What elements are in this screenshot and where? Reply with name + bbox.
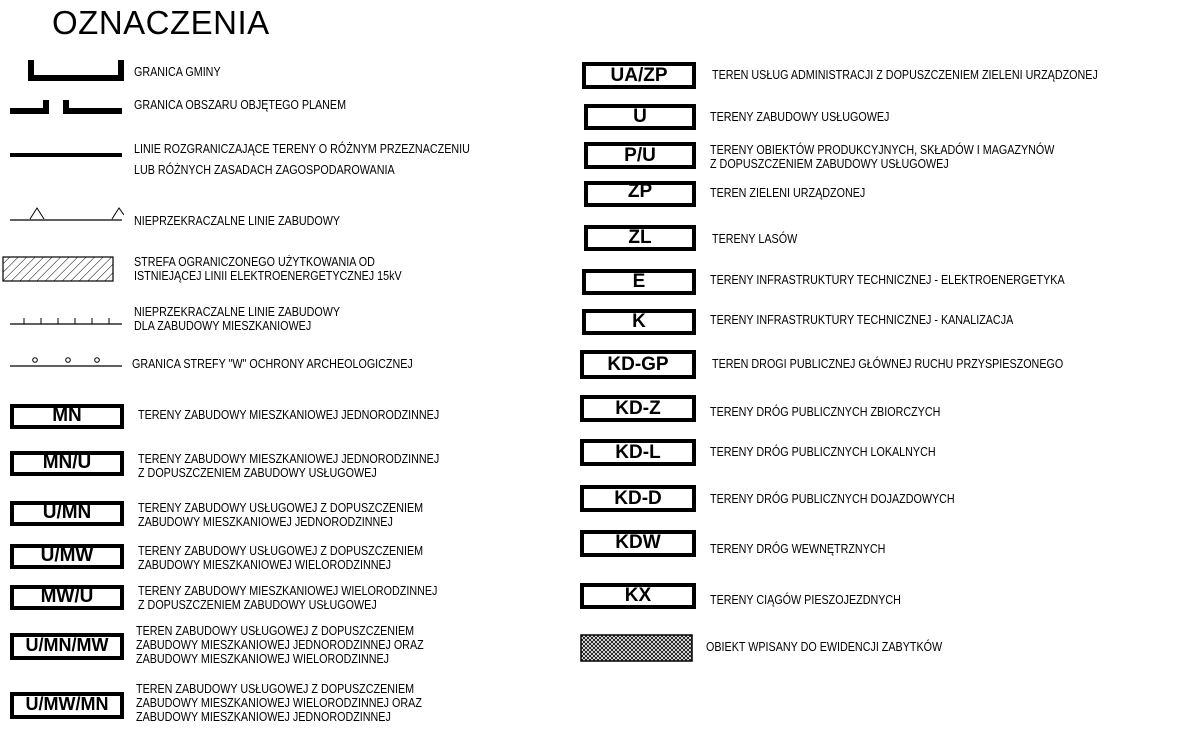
code-desc-U-MN-line-1: TERENY ZABUDOWY USŁUGOWEJ Z DOPUSZCZENIEM (138, 501, 424, 515)
heritage-object-crosshatch-symbol (580, 634, 693, 662)
municipality-boundary-symbol (28, 58, 124, 84)
code-desc-U-MW-line-1: TERENY ZABUDOWY USŁUGOWEJ Z DOPUSZCZENIEM (138, 544, 424, 558)
code-desc-MN-U-line-1: TERENY ZABUDOWY MIESZKANIOWEJ JEDNORODZINNEJ (138, 452, 440, 466)
building-line-label: NIEPRZEKRACZALNE LINIE ZABUDOWY (134, 214, 341, 228)
code-desc-U-MN-MW-line-2: ZABUDOWY MIESZKANIOWEJ JEDNORODZINNEJ ORAZ (136, 638, 424, 652)
code-desc-K: TERENY INFRASTRUKTURY TECHNICZNEJ - KANALIZACJA (710, 313, 1014, 327)
heritage-object-label: OBIEKT WPISANY DO EWIDENCJI ZABYTKÓW (706, 640, 943, 654)
code-desc-MN: TERENY ZABUDOWY MIESZKANIOWEJ JEDNORODZINNEJ (138, 408, 440, 422)
land-use-divider-label-line-1: LINIE ROZGRANICZAJĄCE TERENY O RÓŻNYM PRZEZNACZENIU (134, 142, 470, 156)
code-desc-U: TERENY ZABUDOWY USŁUGOWEJ (710, 110, 890, 124)
code-box-MN-U: MN/U (10, 451, 124, 476)
code-desc-KD-GP: TEREN DROGI PUBLICZNEJ GŁÓWNEJ RUCHU PRZYSPIESZONEGO (712, 357, 1064, 371)
code-desc-MN-U-line-2: Z DOPUSZCZENIEM ZABUDOWY USŁUGOWEJ (138, 466, 377, 480)
code-desc-U-MW-MN-line-1: TEREN ZABUDOWY USŁUGOWEJ Z DOPUSZCZENIEM (136, 682, 415, 696)
code-box-U-MW-MN: U/MW/MN (10, 692, 124, 719)
code-desc-KD-Z: TERENY DRÓG PUBLICZNYCH ZBIORCZYCH (710, 405, 941, 419)
power-line-zone-hatch-symbol (2, 256, 114, 282)
archaeology-zone-boundary-symbol (8, 355, 124, 369)
code-desc-U-MW-line-2: ZABUDOWY MIESZKANIOWEJ WIELORODZINNEJ (138, 558, 392, 572)
code-desc-KX: TERENY CIĄGÓW PIESZOJEZDNYCH (710, 593, 901, 607)
code-desc-KDW: TERENY DRÓG WEWNĘTRZNYCH (710, 542, 886, 556)
land-use-divider-line-symbol (10, 153, 122, 157)
code-box-ZL: ZL (584, 225, 696, 251)
power-line-zone-label-line-2: ISTNIEJĄCEJ LINII ELEKTROENERGETYCZNEJ 15kV (134, 269, 402, 283)
code-desc-ZP: TEREN ZIELENI URZĄDZONEJ (710, 186, 866, 200)
code-desc-MW-U-line-2: Z DOPUSZCZENIEM ZABUDOWY USŁUGOWEJ (138, 598, 377, 612)
code-desc-P-U-line-1: TERENY OBIEKTÓW PRODUKCYJNYCH, SKŁADÓW I MAGAZYNÓW (710, 143, 1055, 157)
municipality-boundary-label: GRANICA GMINY (134, 65, 221, 79)
archaeology-zone-boundary-label: GRANICA STREFY "W" OCHRONY ARCHEOLOGICZNEJ (132, 357, 413, 371)
code-desc-E: TERENY INFRASTRUKTURY TECHNICZNEJ - ELEKTROENERGETYKA (710, 273, 1065, 287)
residential-building-line-label-line-1: NIEPRZEKRACZALNE LINIE ZABUDOWY (134, 305, 341, 319)
code-box-KX: KX (580, 583, 696, 609)
residential-building-line-label-line-2: DLA ZABUDOWY MIESZKANIOWEJ (134, 319, 312, 333)
code-desc-KD-L: TERENY DRÓG PUBLICZNYCH LOKALNYCH (710, 445, 936, 459)
code-box-ZP: ZP (584, 181, 696, 207)
power-line-zone-label-line-1: STREFA OGRANICZONEGO UŻYTKOWANIA OD (134, 255, 375, 269)
code-box-KD-D: KD-D (580, 485, 696, 512)
code-desc-P-U-line-2: Z DOPUSZCZENIEM ZABUDOWY USŁUGOWEJ (710, 157, 949, 171)
code-desc-KD-D: TERENY DRÓG PUBLICZNYCH DOJAZDOWYCH (710, 492, 955, 506)
code-desc-UA-ZP: TEREN USŁUG ADMINISTRACJI Z DOPUSZCZENIEM ZIELENI URZĄDZONEJ (712, 68, 1098, 82)
code-box-KD-GP: KD-GP (580, 350, 696, 379)
code-desc-U-MW-MN-line-2: ZABUDOWY MIESZKANIOWEJ WIELORODZINNEJ ORAZ (136, 696, 422, 710)
code-box-MW-U: MW/U (10, 585, 124, 610)
residential-building-line-symbol (8, 315, 124, 327)
plan-area-boundary-label: GRANICA OBSZARU OBJĘTEGO PLANEM (134, 98, 347, 112)
land-use-divider-label-line-2: LUB RÓŻNYCH ZASADACH ZAGOSPODAROWANIA (134, 163, 395, 177)
code-box-KD-Z: KD-Z (580, 395, 696, 422)
code-desc-U-MW-MN-line-3: ZABUDOWY MIESZKANIOWEJ JEDNORODZINNEJ (136, 710, 391, 724)
code-desc-U-MN-MW-line-3: ZABUDOWY MIESZKANIOWEJ WIELORODZINNEJ (136, 652, 390, 666)
code-box-KD-L: KD-L (580, 439, 696, 466)
legend-title: OZNACZENIA (52, 4, 270, 41)
code-box-U-MN: U/MN (10, 501, 124, 526)
code-box-UA-ZP: UA/ZP (582, 62, 696, 89)
code-box-U-MN-MW: U/MN/MW (10, 633, 124, 660)
code-box-MN: MN (10, 404, 124, 429)
plan-area-boundary-symbol (8, 95, 124, 117)
code-box-E: E (582, 269, 696, 295)
code-box-U-MW: U/MW (10, 544, 124, 569)
code-box-KDW: KDW (580, 530, 696, 557)
code-desc-MW-U-line-1: TERENY ZABUDOWY MIESZKANIOWEJ WIELORODZINNEJ (138, 584, 438, 598)
code-box-U: U (584, 104, 696, 130)
building-line-symbol (8, 203, 124, 223)
code-box-K: K (582, 309, 696, 335)
code-box-P-U: P/U (584, 142, 696, 169)
code-desc-ZL: TERENY LASÓW (712, 232, 798, 246)
code-desc-U-MN-MW-line-1: TEREN ZABUDOWY USŁUGOWEJ Z DOPUSZCZENIEM (136, 624, 415, 638)
code-desc-U-MN-line-2: ZABUDOWY MIESZKANIOWEJ JEDNORODZINNEJ (138, 515, 393, 529)
